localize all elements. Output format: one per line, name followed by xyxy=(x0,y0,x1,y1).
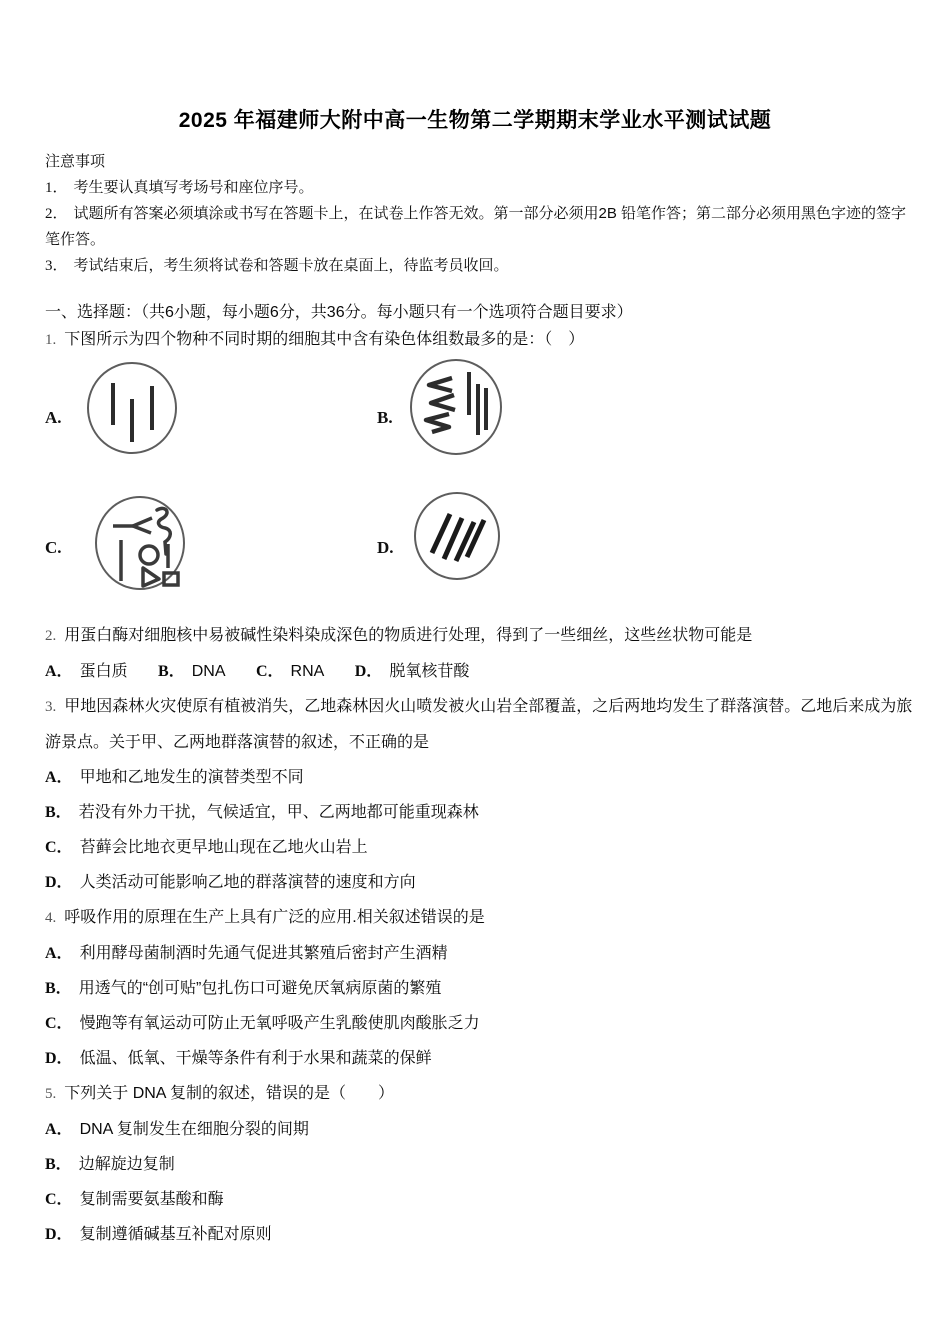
option-letter: D． xyxy=(45,874,73,891)
option-text: 蛋白质 xyxy=(79,663,128,680)
notice-heading: 注意事项 xyxy=(45,153,106,170)
q2-option-c xyxy=(256,663,324,680)
notice-item-3 xyxy=(45,253,917,279)
option-letter: A． xyxy=(45,769,73,786)
notice-item-text: 试题所有答案必须填涂或书写在答题卡上，在试卷上作答无效。第一部分必须用2B 铅笔作答；第二部分必须用黑色字迹的签字笔作答。 xyxy=(45,205,907,248)
question-2-stem xyxy=(45,618,920,654)
notice-section xyxy=(45,149,917,279)
question-4-number: 4. xyxy=(45,910,57,926)
figure-label-c: C. xyxy=(45,538,62,557)
question-1-number: 1. xyxy=(45,332,57,348)
question-1-stem xyxy=(45,326,925,349)
section-1-heading: 一、选择题：（共6小题，每小题6分，共36分。每小题只有一个选项符合题目要求） xyxy=(45,304,633,321)
option-text: 利用酵母菌制酒时先通气促进其繁殖后密封产生酒精 xyxy=(79,945,448,962)
option-letter: B． xyxy=(45,980,72,997)
option-text: 边解旋边复制 xyxy=(78,1156,175,1173)
option-letter: A． xyxy=(45,1121,73,1138)
question-5-text: 下列关于 DNA 复制的叙述，错误的是（ ） xyxy=(64,1085,395,1102)
option-letter: D． xyxy=(354,663,383,680)
notice-item-text: 考生要认真填写考场号和座位序号。 xyxy=(73,179,314,196)
cell-diagram-b-icon xyxy=(408,358,504,457)
option-letter: D． xyxy=(45,1226,73,1243)
q3-option-d xyxy=(45,865,920,900)
notice-item-1 xyxy=(45,175,917,201)
q4-option-b xyxy=(45,971,920,1006)
option-text: 甲地和乙地发生的演替类型不同 xyxy=(79,769,304,786)
option-letter: B． xyxy=(158,663,185,680)
option-letter: B． xyxy=(45,804,72,821)
question-4-stem xyxy=(45,900,920,936)
q3-option-c xyxy=(45,830,920,865)
option-text: 苔藓会比地衣更早地山现在乙地火山岩上 xyxy=(79,839,368,856)
option-letter: C． xyxy=(45,839,73,856)
notice-item-2 xyxy=(45,201,917,253)
question-2-text: 用蛋白酶对细胞核中易被碱性染料染成深色的物质进行处理，得到了一些细丝，这些丝状物可能是 xyxy=(64,627,753,644)
q4-option-d xyxy=(45,1041,920,1076)
option-letter: B． xyxy=(45,1156,72,1173)
cell-diagram-d-icon xyxy=(413,491,501,581)
option-letter: C． xyxy=(45,1015,73,1032)
question-1-text: 下图所示为四个物种不同时期的细胞其中含有染色体组数最多的是：（ ） xyxy=(64,331,585,348)
notice-item-text: 考试结束后，考生须将试卷和答题卡放在桌面上，待监考员收回。 xyxy=(73,257,509,274)
notice-item-number: 2． xyxy=(45,206,68,222)
option-letter: C． xyxy=(255,663,284,680)
q4-option-a xyxy=(45,936,920,971)
option-text: 人类活动可能影响乙地的群落演替的速度和方向 xyxy=(79,874,416,891)
q3-option-a xyxy=(45,760,920,795)
option-text: DNA 复制发生在细胞分裂的间期 xyxy=(79,1121,309,1138)
option-text: DNA xyxy=(191,663,226,680)
questions-body xyxy=(45,618,920,1252)
option-letter: C． xyxy=(45,1191,73,1208)
question-3-stem xyxy=(45,689,920,760)
q5-option-a xyxy=(45,1112,920,1147)
question-2-options xyxy=(45,654,920,689)
question-1-figure xyxy=(0,355,950,618)
q5-option-d xyxy=(45,1217,920,1252)
option-letter: D． xyxy=(45,1050,73,1067)
notice-item-number: 1． xyxy=(45,180,68,196)
page-title: 2025 年福建师大附中高一生物第二学期期末学业水平测试试题 xyxy=(178,109,772,132)
q5-option-c xyxy=(45,1182,920,1217)
question-3-number: 3. xyxy=(45,699,57,715)
question-2-number: 2. xyxy=(45,628,57,644)
cell-diagram-c-icon xyxy=(94,496,186,591)
figure-label-a: A. xyxy=(45,408,62,427)
option-text: 低温、低氧、干燥等条件有利于水果和蔬菜的保鲜 xyxy=(79,1050,432,1067)
q2-option-b xyxy=(158,663,225,680)
option-text: 脱氧核苷酸 xyxy=(389,663,470,680)
question-5-stem xyxy=(45,1076,920,1112)
cell-diagram-a-icon xyxy=(86,362,178,455)
q4-option-c xyxy=(45,1006,920,1041)
q5-option-b xyxy=(45,1147,920,1182)
figure-label-d: D. xyxy=(377,538,394,557)
option-letter: A． xyxy=(45,663,73,680)
option-text: 慢跑等有氧运动可防止无氧呼吸产生乳酸使肌肉酸胀乏力 xyxy=(79,1015,480,1032)
option-text: 复制需要氨基酸和酶 xyxy=(79,1191,224,1208)
question-4-text: 呼吸作用的原理在生产上具有广泛的应用.相关叙述错误的是 xyxy=(64,909,485,926)
option-text: 复制遵循碱基互补配对原则 xyxy=(79,1226,272,1243)
q2-option-a xyxy=(45,663,128,680)
option-text: 用透气的“创可贴”包扎伤口可避免厌氧病原菌的繁殖 xyxy=(78,980,442,997)
notice-item-number: 3． xyxy=(45,258,68,274)
option-text: RNA xyxy=(290,663,325,680)
question-5-number: 5. xyxy=(45,1086,57,1102)
q3-option-b xyxy=(45,795,920,830)
q2-option-d xyxy=(355,663,470,680)
option-text: 若没有外力干扰，气候适宜，甲、乙两地都可能重现森林 xyxy=(78,804,479,821)
figure-label-b: B. xyxy=(377,408,393,427)
option-letter: A． xyxy=(45,945,73,962)
question-3-text: 甲地因森林火灾使原有植被消失，乙地森林因火山喷发被火山岩全部覆盖，之后两地均发生了群落演替。乙地后来成为旅游景点。关于甲、乙两地群落演替的叙述，不正确的是 xyxy=(45,698,913,751)
